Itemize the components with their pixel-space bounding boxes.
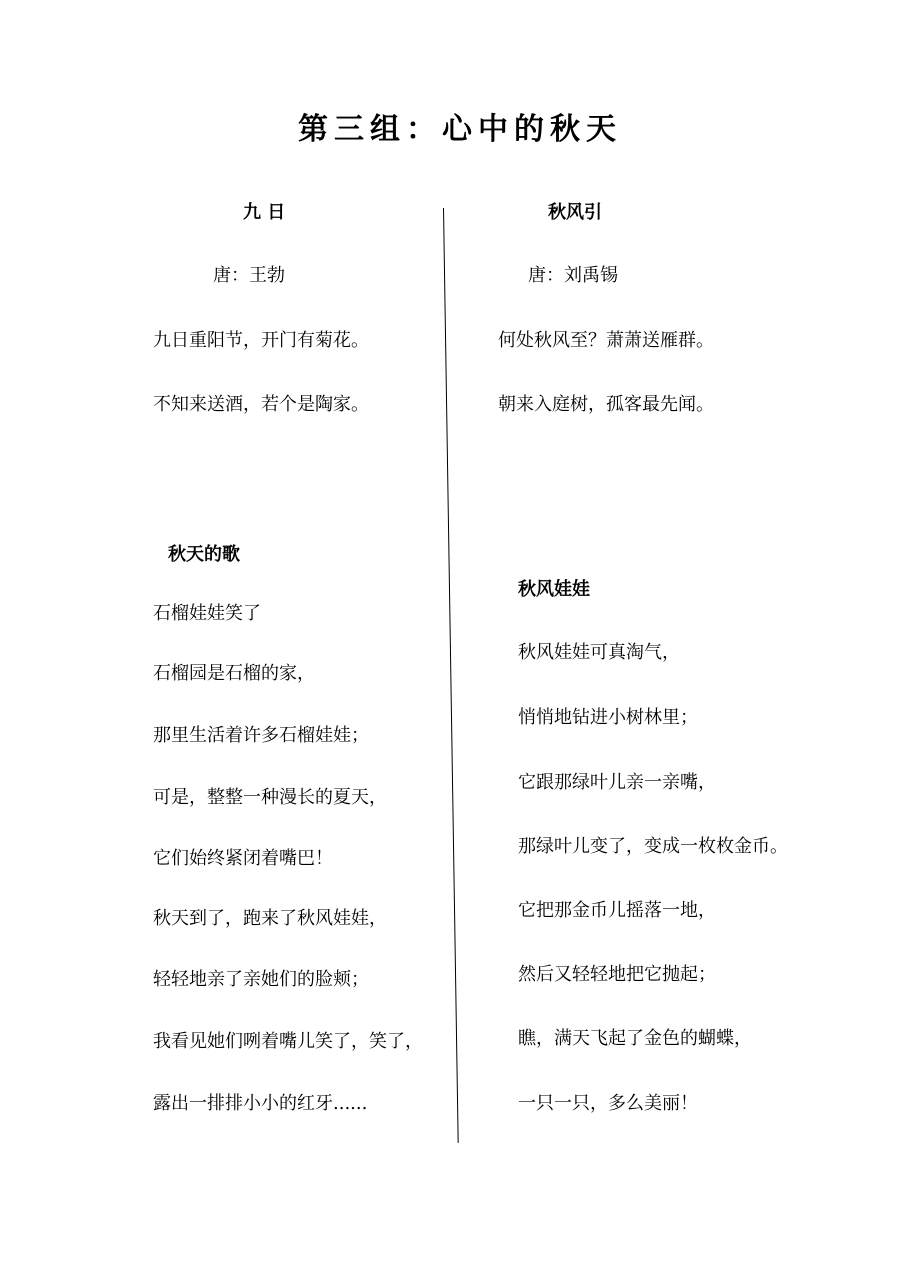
poem-line: 瞧，满天飞起了金色的蝴蝶， [518, 1028, 752, 1049]
poem-line: 露出一排排小小的红牙...... [153, 1093, 368, 1114]
poem-line: 何处秋风至？萧萧送雁群。 [498, 330, 714, 351]
poem-line: 一只一只，多么美丽！ [518, 1093, 698, 1114]
poem-title-qiufeng-wawa: 秋风娃娃 [518, 579, 590, 600]
poem-line: 可是，整整一种漫长的夏天， [153, 787, 387, 808]
poem-line: 石榴娃娃笑了 [153, 603, 261, 624]
poem-line: 石榴园是石榴的家， [153, 663, 315, 684]
poem-line: 它跟那绿叶儿亲一亲嘴， [518, 772, 716, 793]
poem-line: 它把那金币儿摇落一地， [518, 900, 716, 921]
poem-title-qiutian-de-ge: 秋天的歌 [168, 544, 240, 565]
poem-line: 那里生活着许多石榴娃娃； [153, 725, 369, 746]
column-divider [443, 208, 459, 1143]
poem-line: 不知来送酒，若个是陶家。 [153, 394, 369, 415]
poem-line: 它们始终紧闭着嘴巴！ [153, 848, 333, 869]
poem-line: 秋风娃娃可真淘气， [518, 642, 680, 663]
poem-line: 轻轻地亲了亲她们的脸颊； [153, 969, 369, 990]
poem-title-qiufengyin: 秋风引 [548, 202, 602, 223]
poem-line: 我看见她们咧着嘴儿笑了，笑了， [153, 1031, 423, 1052]
poem-title-jiuri: 九 日 [243, 202, 286, 223]
poem-line: 朝来入庭树，孤客最先闻。 [498, 394, 714, 415]
poem-line: 那绿叶儿变了，变成一枚枚金币。 [518, 836, 788, 857]
poem-author-jiuri: 唐：王勃 [213, 265, 285, 286]
page-title: 第三组：心中的秋天 [298, 112, 622, 147]
poem-line: 然后又轻轻地把它抛起； [518, 964, 716, 985]
poem-line: 悄悄地钻进小树林里； [518, 707, 698, 728]
poem-line: 九日重阳节，开门有菊花。 [153, 330, 369, 351]
poem-line: 秋天到了，跑来了秋风娃娃， [153, 908, 387, 929]
poem-author-qiufengyin: 唐：刘禹锡 [528, 265, 618, 286]
